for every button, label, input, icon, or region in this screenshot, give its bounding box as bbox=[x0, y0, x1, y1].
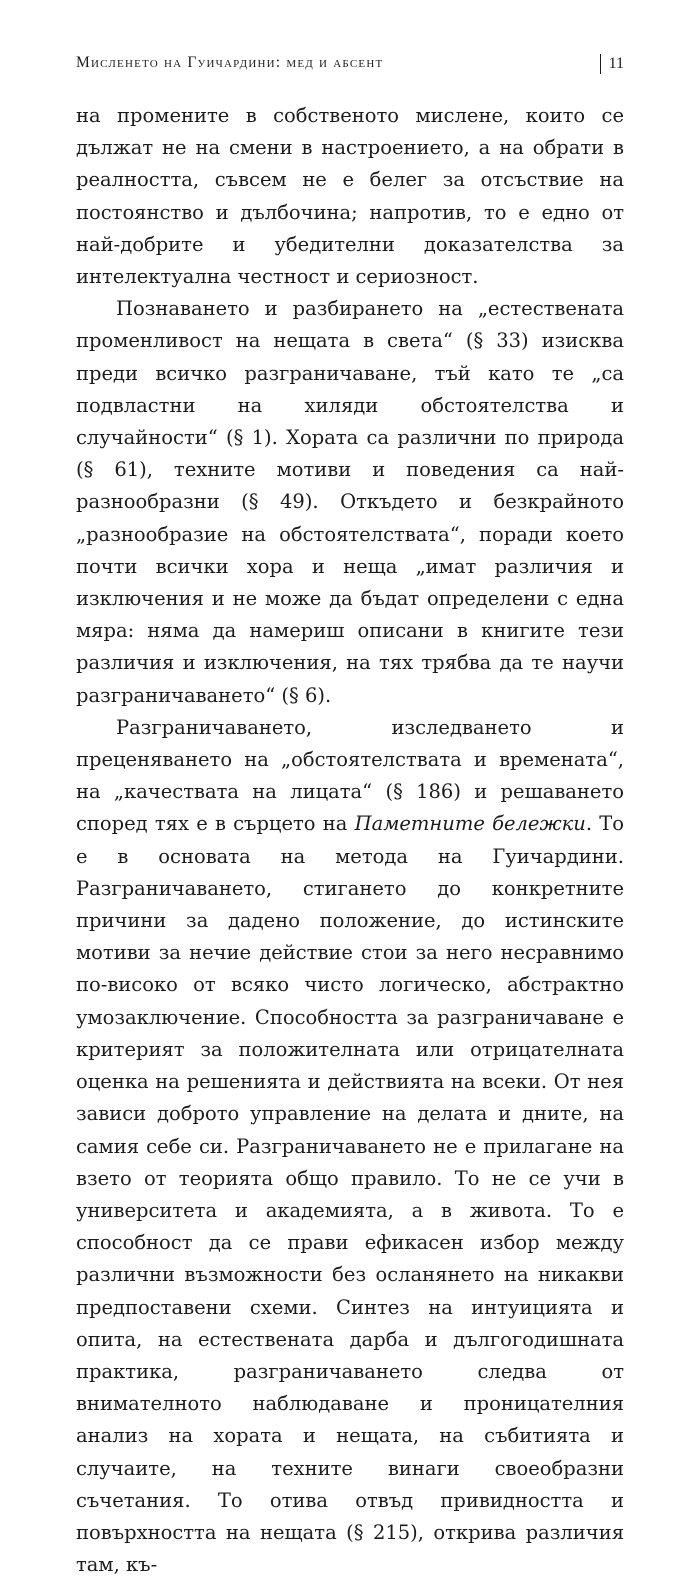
paragraph-1: на промените в собственото мислене, които се дължат не на смени в настроението, а на обрати в реалността, съвсем не е белег за отсъствие на постоянство и дълбочина; напротив, то е едно от най-добрите и убедителни доказателства за интелектуална честност и сериозност. bbox=[76, 104, 624, 289]
paragraph-3-text-before: Разграничаването, изследването и преценяването на „обстоятелствата и времената“, на „качествата на лицата“ (§ 186) и решаването според тях е в сърцето на bbox=[76, 715, 624, 836]
page-number: 11 bbox=[600, 54, 624, 74]
paragraph-2: Познаването и разбирането на „естествената променливост на нещата в света“ (§ 33) изисква преди всичко разграничаване, тъй като те „са подвластни на хиляди обстоятелства и случайности“ (§ 1). Хората са различни по природа (§ 61), техните мотиви и поведения са най-разнообразни (§ 49). Откъдето и безкрайното „разнообразие на обстоятелствата“, поради което почти всички хора и неща „имат различия и изключения и не може да бъдат определени с една мяра: няма да намериш описани в книгите тези различия и изключения, на тях трябва да те научи разграничаването“ (§ 6). bbox=[76, 297, 624, 707]
running-head: Мисленето на Гуичардини: мед и абсент bbox=[76, 54, 384, 71]
page-body bbox=[76, 100, 624, 1581]
paragraph-3-text-after: . То е в основата на метода на Гуичардини. Разграничаването, стигането до конкретните причини за дадено положение, до истинските мотиви за нечие действие стои за него несравнимо по-високо от всяко чисто логическо, абстрактно умозаключение. Способността за разграничаване е критерият за положителната или отрицателната оценка на решенията и действията на всеки. От нея зависи доброто управление на делата и дните, на самия себе си. Разграничаването не е прилагане на взето от теорията общо правило. То не се учи в университета и академията, а в живота. То е способност да се прави ефикасен избор между различни възможности без осланянето на никакви предпоставени схеми. Синтез на интуицията и опита, на естествената дарба и дългогодишната практика, разграничаването следва от внимателното наблюдаване и проницателния анализ на хората и нещата, на събитията и случаите, на техните винаги своеобразни съчетания. То отива отвъд привидността и повърхността на нещата (§ 215), открива различия там, къ- bbox=[76, 812, 624, 1577]
book-title-italic: Паметните бележки bbox=[354, 812, 586, 836]
paragraph-3 bbox=[76, 712, 624, 1581]
page-header bbox=[76, 54, 624, 80]
